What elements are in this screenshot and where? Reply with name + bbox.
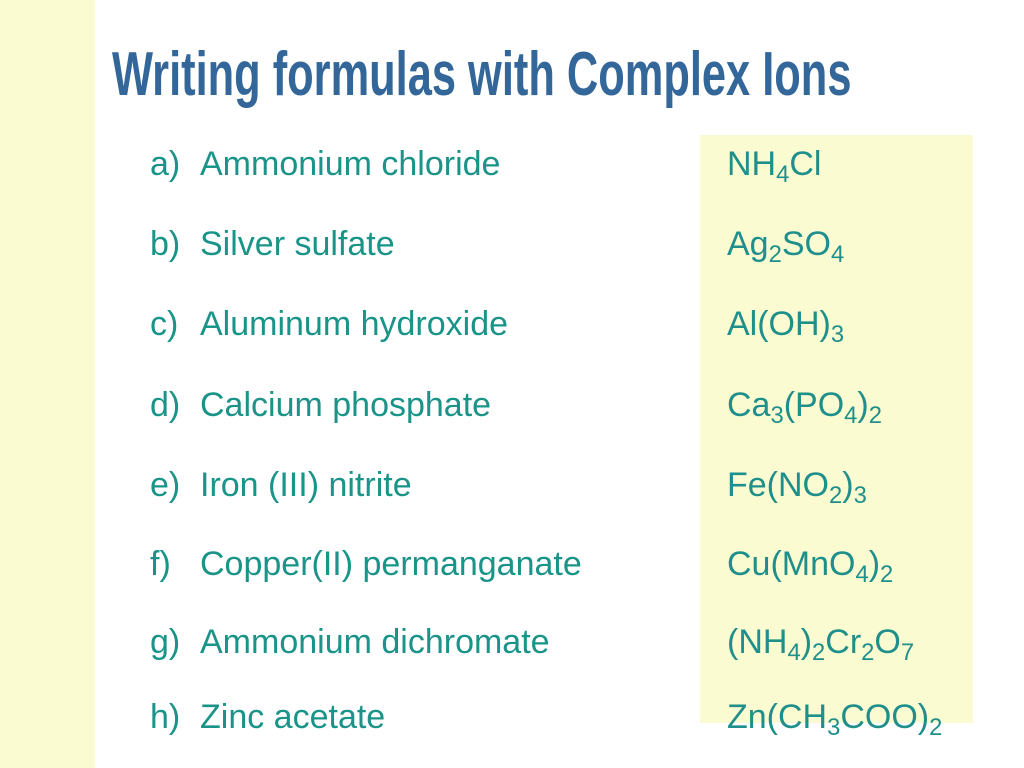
formula-segment: Cu(MnO	[727, 545, 856, 583]
formula-segment: Fe(NO	[727, 466, 829, 504]
compound-name	[150, 307, 508, 343]
formula-subscript: 4	[787, 639, 801, 667]
formula-subscript: 3	[827, 714, 841, 742]
list-item	[0, 147, 1024, 187]
compound-name-text: Silver sulfate	[200, 225, 395, 263]
compound-name-text: Ammonium chloride	[200, 145, 501, 183]
formula-subscript: 2	[829, 482, 843, 510]
compound-name-text: Copper(II) permanganate	[200, 545, 582, 583]
compound-name-text: Aluminum hydroxide	[200, 305, 509, 343]
formula-subscript: 2	[812, 639, 826, 667]
formula-subscript: 3	[770, 402, 784, 430]
list-item	[0, 547, 1024, 587]
formula-subscript: 4	[844, 402, 858, 430]
formula-subscript: 2	[880, 561, 894, 589]
formula-segment: Ag	[727, 225, 769, 263]
compound-formula	[727, 468, 867, 508]
formula-subscript: 2	[929, 714, 943, 742]
formula-segment: )	[857, 386, 869, 424]
formula-subscript: 4	[830, 241, 845, 269]
formula-segment: SO	[781, 225, 831, 263]
compound-name	[150, 625, 550, 661]
compound-name-text: Ammonium dichromate	[200, 623, 550, 661]
list-item	[0, 468, 1024, 508]
formula-subscript: 7	[900, 639, 915, 667]
item-letter-label: a)	[150, 145, 181, 183]
compound-formula	[727, 307, 844, 347]
formula-subscript: 2	[868, 402, 882, 430]
item-letter-label: f)	[150, 545, 171, 583]
item-letter-label: b)	[150, 225, 181, 263]
formula-segment: O	[874, 623, 901, 661]
formula-subscript: 4	[855, 561, 869, 589]
compound-formula	[727, 625, 914, 665]
formula-segment: (NH	[727, 623, 788, 661]
compound-name-text: Calcium phosphate	[200, 386, 492, 424]
formula-segment: Ca	[727, 386, 771, 424]
formula-segment: COO)	[840, 698, 930, 736]
item-letter-label: e)	[150, 466, 181, 504]
item-letter-label: c)	[150, 305, 179, 343]
list-item	[0, 700, 1024, 740]
list-item	[0, 307, 1024, 347]
item-letter-label: g)	[150, 623, 181, 661]
formula-segment: Cr	[825, 623, 862, 661]
item-letter-label: d)	[150, 386, 181, 424]
formula-segment: )	[868, 545, 881, 583]
formula-segment: Cl	[789, 145, 822, 183]
compound-name	[150, 547, 582, 583]
formula-subscript: 3	[853, 482, 867, 510]
list-item	[0, 388, 1024, 428]
compound-name-text: Zinc acetate	[200, 698, 386, 736]
compound-formula	[727, 388, 882, 428]
compound-name	[150, 147, 500, 183]
formula-segment: )	[800, 623, 813, 661]
compound-formula	[727, 147, 821, 187]
compound-formula	[727, 700, 942, 740]
formula-segment: Zn(CH	[727, 698, 828, 736]
compound-name	[150, 227, 395, 263]
list-item	[0, 625, 1024, 665]
compound-name-text: Iron (III) nitrite	[200, 466, 412, 504]
formula-subscript: 4	[776, 161, 790, 189]
compound-name	[150, 388, 491, 424]
list-item	[0, 227, 1024, 267]
compound-formula	[727, 547, 893, 587]
compound-name	[150, 468, 412, 504]
compound-name	[150, 700, 385, 736]
slide-title: Writing formulas with Complex Ions	[112, 40, 852, 109]
formula-subscript: 3	[830, 321, 845, 349]
formula-subscript: 2	[861, 639, 875, 667]
formula-subscript: 2	[768, 241, 782, 269]
formula-segment: )	[842, 466, 854, 504]
formula-segment: NH	[727, 145, 777, 183]
formula-segment: Al(OH)	[727, 305, 831, 343]
formula-segment: (PO	[783, 386, 845, 424]
item-letter-label: h)	[150, 698, 181, 736]
compound-formula	[727, 227, 844, 267]
